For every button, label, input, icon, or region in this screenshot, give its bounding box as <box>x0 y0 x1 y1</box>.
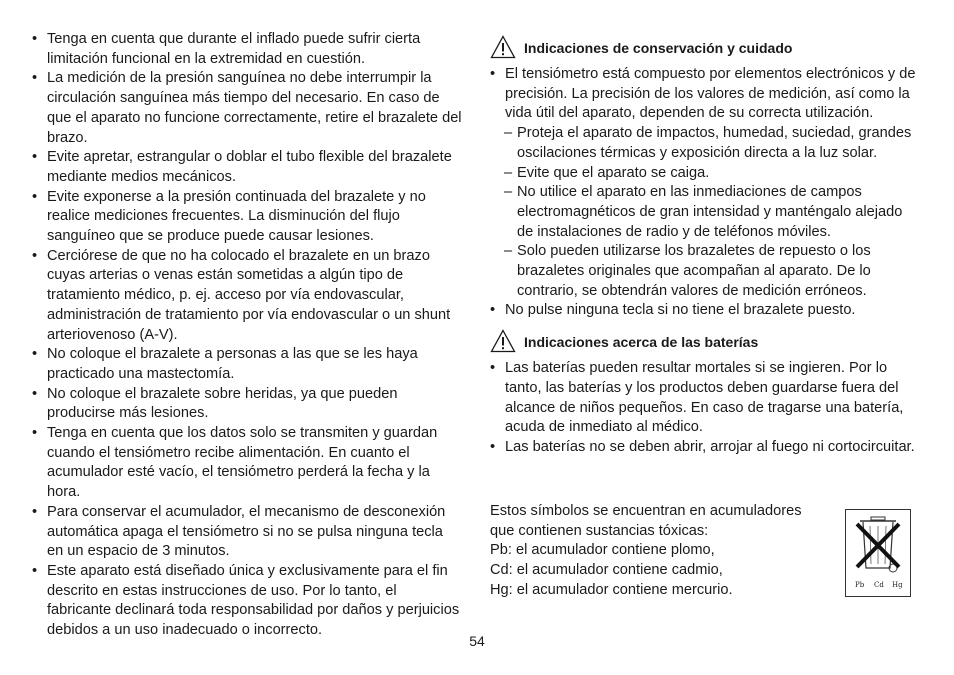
bin-label-hg: Hg <box>892 581 903 589</box>
list-item: – Solo pueden utilizarse los brazaletes de repuesto o los brazaletes originales que acompañan al aparato. De lo contrario, se obtendrán valores de medición erróneos. <box>490 242 922 301</box>
list-item: • Las baterías no se deben abrir, arrojar al fuego ni cortocircuitar. <box>490 438 922 458</box>
bin-label-pb: Pb <box>855 581 865 589</box>
symbols-line: que contienen sustancias tóxicas: <box>490 522 709 539</box>
battery-section-heading <box>490 329 922 353</box>
list-item: • No coloque el brazalete a personas a las que se les haya practicado una mastectomía. <box>32 345 462 384</box>
list-item: • Evite exponerse a la presión continuada del brazalete y no realice mediciones frecuentes. La disminución del flujo sanguíneo que se produce puede causar lesiones. <box>32 188 462 247</box>
care-section-heading <box>490 35 922 59</box>
list-item: • Tenga en cuenta que durante el inflado puede sufrir cierta limitación funcional en la extremidad en cuestión. <box>32 30 462 69</box>
crossed-out-bin-icon <box>846 510 910 596</box>
symbols-line: Cd: el acumulador contiene cadmio, <box>490 562 723 579</box>
warning-list <box>32 30 462 641</box>
battery-symbols-text <box>490 502 830 601</box>
left-column <box>32 30 462 641</box>
list-item: • Este aparato está diseñado única y exclusivamente para el fin descrito en estas instrucciones de uso. Por lo tanto, el fabricante declinará toda responsabilidad por daños y perjuicios debidos a un uso inadecuado o incorrecto. <box>32 562 462 641</box>
battery-list <box>490 359 922 458</box>
list-item: • Las baterías pueden resultar mortales si se ingieren. Por lo tanto, las baterías y los productos deben guardarse fuera del alcance de niños pequeños. En caso de tragarse una batería, acuda de inmediato al médico. <box>490 359 922 438</box>
care-list <box>490 65 922 321</box>
list-item: – No utilice el aparato en las inmediaciones de campos electromagnéticos de gran intensidad y manténgalo alejado de instalaciones de radio y de teléfonos móviles. <box>490 183 922 242</box>
warning-triangle-icon <box>490 35 516 59</box>
list-item: – Proteja el aparato de impactos, humedad, suciedad, grandes oscilaciones térmicas y exposición directa a la luz solar. <box>490 124 922 163</box>
right-column <box>490 30 922 458</box>
warning-triangle-icon <box>490 329 516 353</box>
list-item: • No pulse ninguna tecla si no tiene el brazalete puesto. <box>490 301 922 321</box>
bin-label-cd: Cd <box>874 581 884 589</box>
list-item: • Evite apretar, estrangular o doblar el tubo flexible del brazalete mediante medios mecánicos. <box>32 148 462 187</box>
symbols-line: Pb: el acumulador contiene plomo, <box>490 542 715 559</box>
symbols-line: Hg: el acumulador contiene mercurio. <box>490 581 733 598</box>
list-item: • El tensiómetro está compuesto por elementos electrónicos y de precisión. La precisión de los valores de medición, así como la vida útil del aparato, dependen de su correcta utilización. <box>490 65 922 124</box>
symbols-line: Estos símbolos se encuentran en acumuladores <box>490 503 802 519</box>
list-item: • Para conservar el acumulador, el mecanismo de desconexión automática apaga el tensiómetro si no se pulsa ninguna tecla en un espacio de 3 minutos. <box>32 503 462 562</box>
list-item: – Evite que el aparato se caiga. <box>490 164 922 184</box>
page-number: 54 <box>469 633 485 649</box>
battery-heading-text: Indicaciones acerca de las baterías <box>524 334 759 351</box>
list-item: • Tenga en cuenta que los datos solo se transmiten y guardan cuando el tensiómetro recibe alimentación. En cuanto el acumulador esté vacío, el tensiómetro perderá la fecha y la hora. <box>32 424 462 503</box>
care-heading-text: Indicaciones de conservación y cuidado <box>524 40 793 57</box>
list-item: • No coloque el brazalete sobre heridas, ya que pueden producirse más lesiones. <box>32 385 462 424</box>
list-item: • La medición de la presión sanguínea no debe interrumpir la circulación sanguínea más tiempo del necesario. En caso de que el aparato no funcione correctamente, retire el brazalete del brazo. <box>32 69 462 148</box>
crossed-bin-symbol <box>845 509 911 597</box>
list-item: • Cerciórese de que no ha colocado el brazalete en un brazo cuyas arterias o venas están sometidas a algún tipo de tratamiento médico, p. ej. acceso por vía endovascular, administración de tratamiento por vía endovascular o un shunt arteriovenoso (A-V). <box>32 247 462 346</box>
